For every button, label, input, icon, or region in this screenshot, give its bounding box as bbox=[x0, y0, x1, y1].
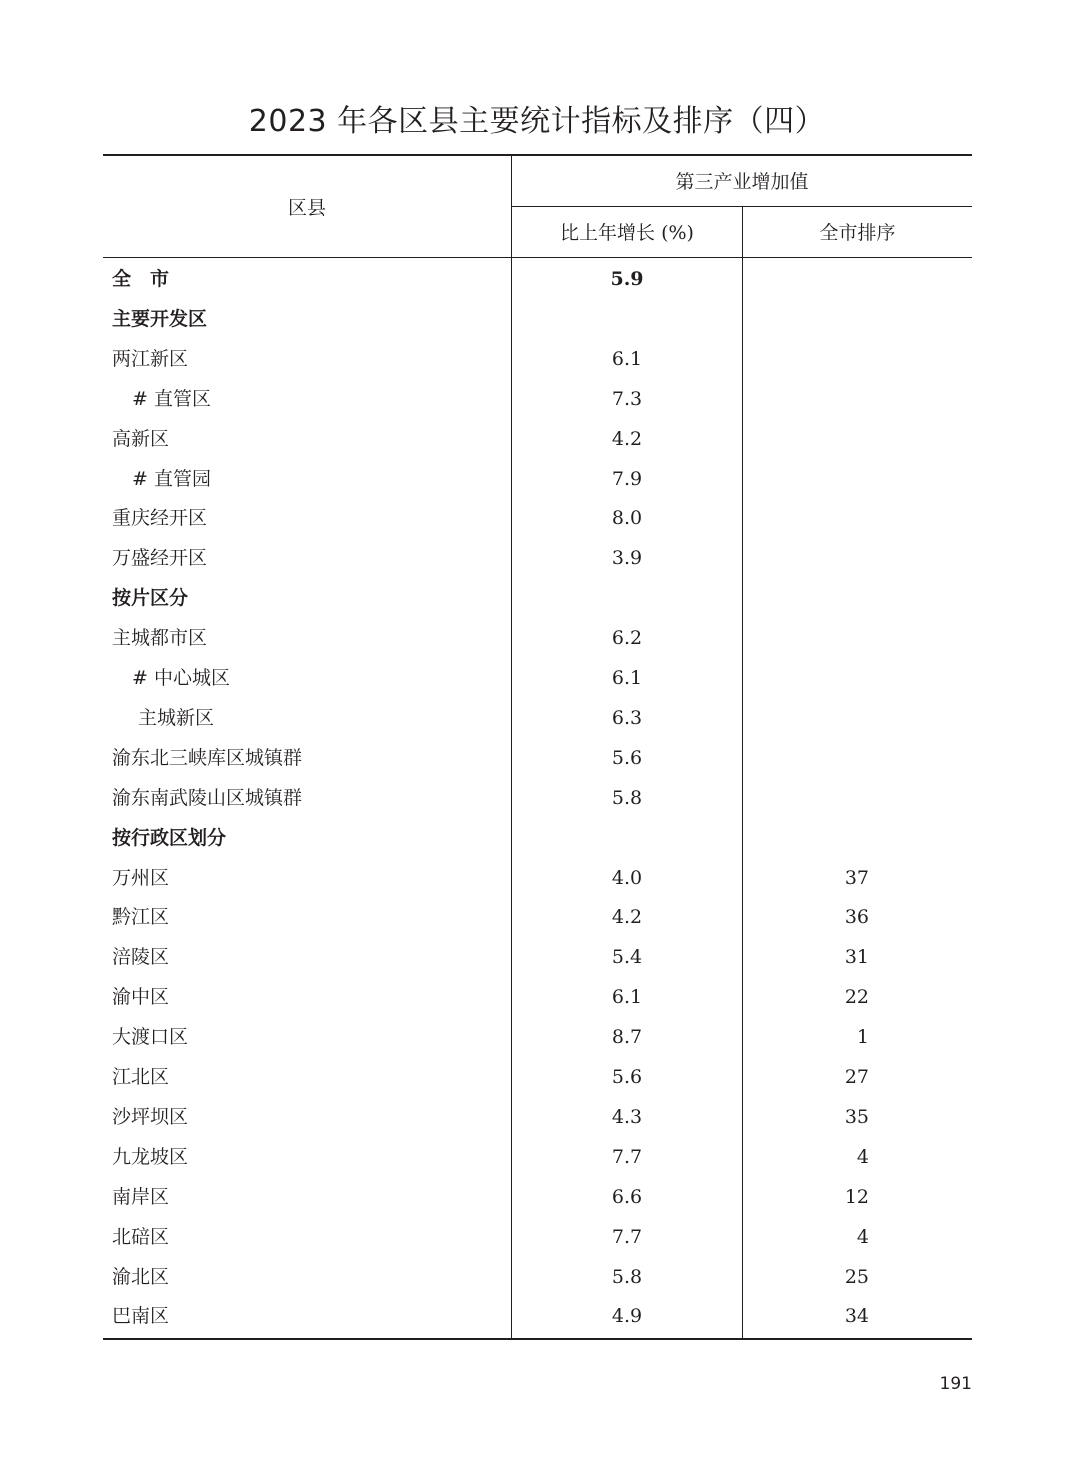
table-row bbox=[103, 1257, 972, 1297]
row-growth-value: 8.7 bbox=[611, 1026, 643, 1049]
row-rank-value: 22 bbox=[844, 986, 869, 1009]
table-row bbox=[103, 419, 972, 459]
table-row bbox=[103, 858, 972, 898]
row-district: 渝东南武陵山区城镇群 bbox=[112, 786, 303, 809]
table-row bbox=[103, 977, 972, 1017]
row-growth-value: 6.3 bbox=[611, 706, 643, 729]
table-row bbox=[103, 1177, 972, 1217]
table-row bbox=[103, 578, 972, 618]
row-district: 涪陵区 bbox=[112, 946, 170, 969]
table-row bbox=[103, 778, 972, 818]
row-growth-value: 7.9 bbox=[611, 467, 643, 490]
row-district: 渝东北三峡库区城镇群 bbox=[112, 746, 303, 769]
row-district: 南岸区 bbox=[112, 1185, 170, 1208]
row-growth-value: 5.6 bbox=[611, 746, 643, 769]
table-row bbox=[103, 379, 972, 419]
header-growth: 比上年增长 (%) bbox=[560, 222, 694, 244]
row-district: # 直管园 bbox=[132, 467, 211, 490]
table-row bbox=[103, 498, 972, 538]
table-row bbox=[103, 1017, 972, 1057]
header-tertiary-industry: 第三产业增加值 bbox=[675, 171, 809, 193]
row-district: 渝中区 bbox=[112, 986, 170, 1009]
row-growth-value: 4.2 bbox=[611, 906, 643, 929]
row-district: 主要开发区 bbox=[112, 307, 208, 330]
row-growth-value: 7.7 bbox=[611, 1225, 643, 1248]
table-row bbox=[103, 1217, 972, 1257]
row-growth-value: 6.1 bbox=[611, 986, 643, 1009]
row-rank-value: 4 bbox=[856, 1145, 869, 1168]
table-row bbox=[103, 897, 972, 937]
row-growth-value: 5.8 bbox=[611, 786, 643, 809]
row-growth-value: 3.9 bbox=[611, 547, 643, 570]
table-row bbox=[103, 1296, 972, 1336]
stats-table bbox=[103, 154, 972, 1340]
table-row bbox=[103, 658, 972, 698]
header-rank: 全市排序 bbox=[819, 222, 896, 244]
row-rank-value: 37 bbox=[844, 866, 869, 889]
row-district: 按行政区划分 bbox=[112, 826, 227, 849]
row-district: 万州区 bbox=[112, 866, 170, 889]
row-growth-value: 8.0 bbox=[611, 507, 643, 530]
row-district: 两江新区 bbox=[112, 347, 189, 370]
row-rank-value: 25 bbox=[844, 1265, 869, 1288]
row-district: 主城新区 bbox=[138, 706, 215, 729]
row-district: 全 市 bbox=[112, 268, 170, 290]
row-district: # 直管区 bbox=[132, 387, 211, 410]
page-title: 2023 年各区县主要统计指标及排序（四） bbox=[248, 104, 826, 139]
row-district: 万盛经开区 bbox=[112, 547, 208, 570]
row-district: 按片区分 bbox=[112, 587, 189, 610]
row-district: 渝北区 bbox=[112, 1265, 170, 1288]
table-row bbox=[103, 1057, 972, 1097]
row-growth-value: 5.6 bbox=[611, 1066, 643, 1088]
row-rank-value: 1 bbox=[856, 1026, 869, 1049]
row-growth-value: 5.8 bbox=[611, 1265, 643, 1288]
row-rank-value: 31 bbox=[844, 946, 869, 969]
table-row bbox=[103, 299, 972, 339]
page-number: 191 bbox=[939, 1374, 972, 1394]
row-district: 重庆经开区 bbox=[112, 507, 208, 530]
header-divider bbox=[512, 206, 972, 207]
row-growth-value: 7.7 bbox=[611, 1145, 643, 1168]
table-row bbox=[103, 818, 972, 858]
row-growth-value: 6.6 bbox=[611, 1185, 643, 1208]
row-growth-value: 4.2 bbox=[611, 427, 643, 450]
row-district: 九龙坡区 bbox=[112, 1145, 189, 1168]
table-row bbox=[103, 738, 972, 778]
row-rank-value: 35 bbox=[844, 1105, 869, 1128]
row-district: 沙坪坝区 bbox=[112, 1105, 189, 1128]
header-bottom-rule bbox=[103, 257, 972, 258]
header-district: 区县 bbox=[287, 197, 326, 219]
table-row bbox=[103, 618, 972, 658]
row-rank-value: 4 bbox=[856, 1225, 869, 1248]
table-row bbox=[103, 339, 972, 379]
row-district: 江北区 bbox=[112, 1066, 170, 1088]
row-district: 黔江区 bbox=[112, 906, 170, 929]
row-rank-value: 36 bbox=[844, 906, 869, 929]
row-district: 高新区 bbox=[112, 427, 170, 450]
row-district: 北碚区 bbox=[112, 1225, 170, 1248]
row-district: 主城都市区 bbox=[112, 627, 208, 650]
row-growth-value: 4.0 bbox=[611, 866, 643, 889]
row-growth-value: 6.2 bbox=[611, 627, 643, 650]
row-rank-value: 34 bbox=[844, 1305, 869, 1328]
row-growth-value: 4.3 bbox=[611, 1105, 643, 1128]
table-row bbox=[103, 538, 972, 578]
row-growth-value: 6.1 bbox=[611, 667, 643, 689]
row-growth-value: 5.9 bbox=[610, 268, 644, 290]
row-growth-value: 6.1 bbox=[611, 347, 643, 370]
table-row bbox=[103, 1097, 972, 1137]
row-rank-value: 12 bbox=[844, 1185, 869, 1208]
table-row bbox=[103, 1137, 972, 1177]
row-district: # 中心城区 bbox=[132, 667, 230, 689]
row-growth-value: 7.3 bbox=[611, 387, 643, 410]
table-row bbox=[103, 937, 972, 977]
table-row bbox=[103, 698, 972, 738]
row-rank-value: 27 bbox=[844, 1066, 869, 1088]
row-district: 巴南区 bbox=[112, 1305, 170, 1328]
row-district: 大渡口区 bbox=[112, 1026, 189, 1049]
table-row bbox=[103, 259, 972, 299]
table-row bbox=[103, 459, 972, 499]
row-growth-value: 4.9 bbox=[611, 1305, 643, 1328]
row-growth-value: 5.4 bbox=[611, 946, 643, 969]
